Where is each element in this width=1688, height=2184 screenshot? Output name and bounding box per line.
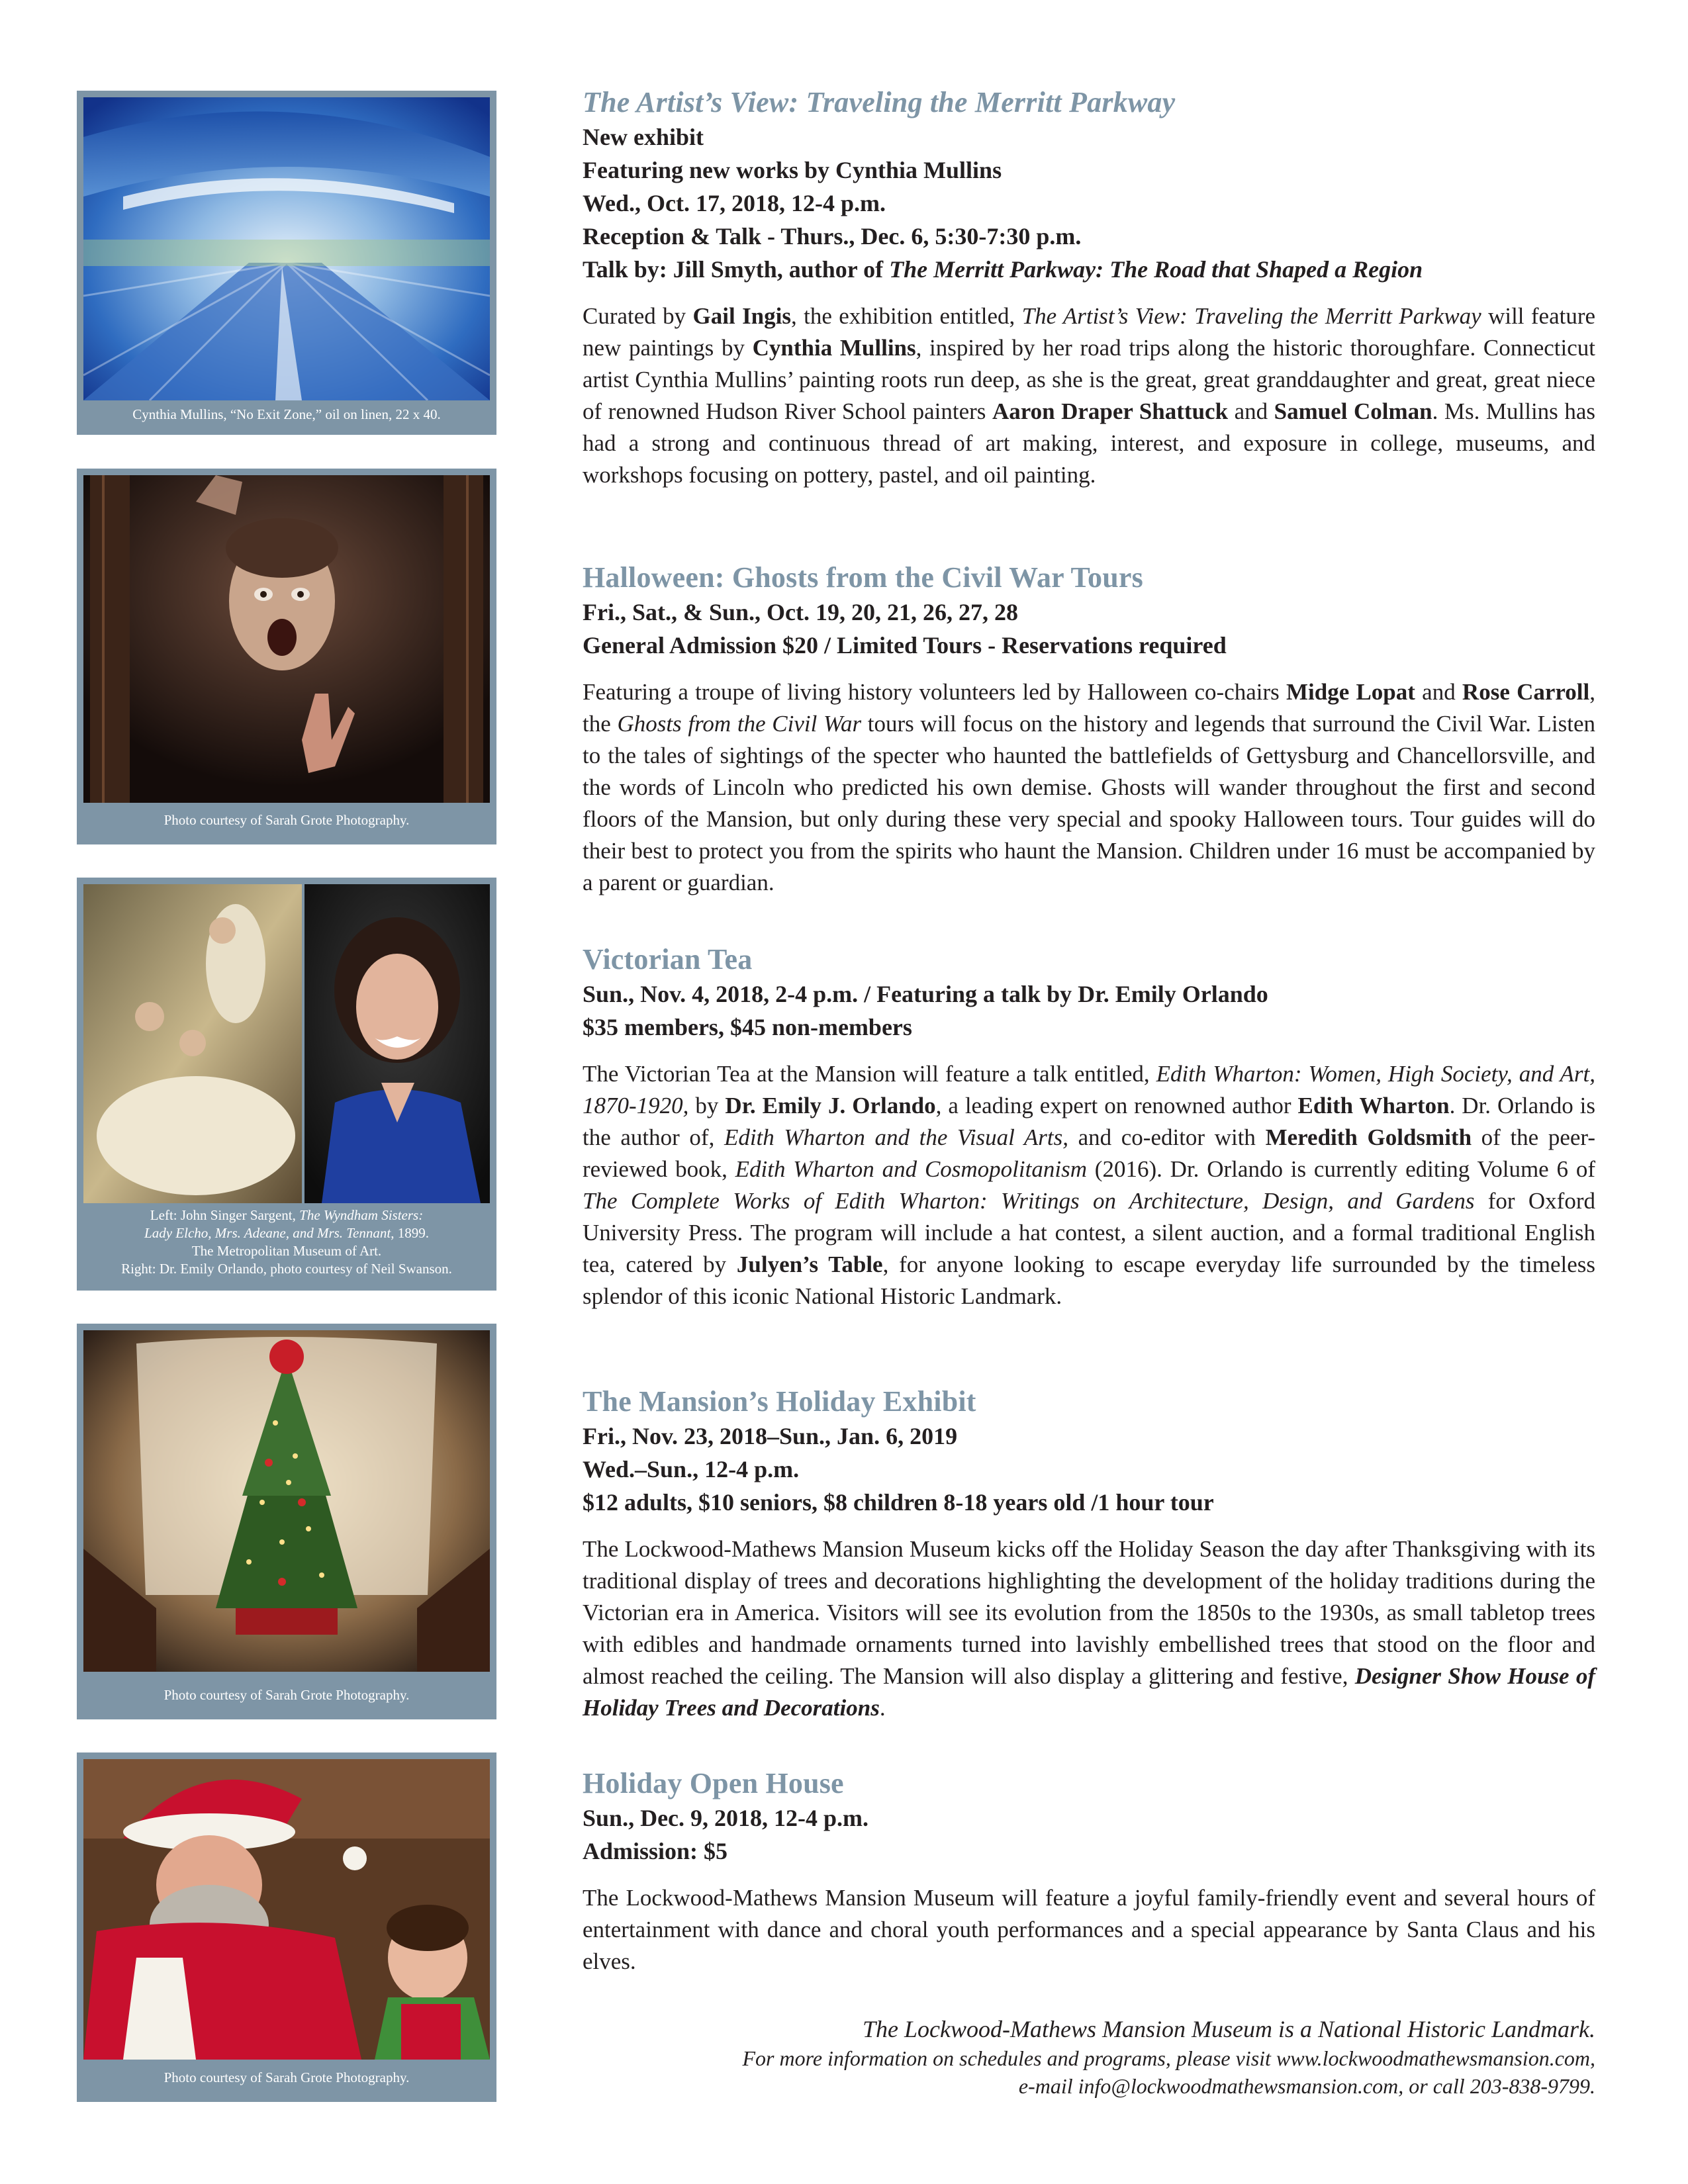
section-body: Curated by Gail Ingis, the exhibition entitled, The Artist’s View: Traveling the Merritt Parkway will feature new paintings by Cynthia Mullins, inspired by her road trips along the historic thoroughfare. Connecticut artist Cynthia Mullins’ painting roots run deep, as she is the great, great granddaughter and great, great niece of renowned Hudson River School painters Aaron Draper Shattuck and Samuel Colman. Ms. Mullins has had a strong and continuous thread of art making, interest, and exposure in college, museums, and workshops focusing on pottery, pastel, and oil painting. <box>583 303 1596 488</box>
section-body: The Lockwood-Mathews Mansion Museum kicks off the Holiday Season the day after Thanksgiving with its traditional display of trees and decorations highlighting the development of the holiday traditions during the Victorian era in America. Visitors will see its evolution from the 1850s to the 1930s, as small tabletop trees with edibles and handmade ornaments turned into lavishly embellished trees that stood on the floor and almost reached the ceiling. The Mansion will also display a glittering and festive, Designer Show House of Holiday Trees and Decorations. <box>583 1536 1595 1721</box>
bold-name: Samuel Colman <box>1274 398 1432 424</box>
footer-website[interactable]: For more information on schedules and programs, please visit www.lockwoodmathewsmansion.com, <box>742 2046 1595 2070</box>
caption-line: The Metropolitan Museum of Art. <box>191 1243 382 1259</box>
italic-title: Edith Wharton and Cosmopolitanism <box>735 1156 1087 1182</box>
italic-title: Edith Wharton and the Visual Arts, <box>724 1124 1068 1150</box>
photo-ghost-tour <box>83 475 490 803</box>
event-admission: General Admission $20 / Limited Tours - Reservations required <box>583 632 1227 659</box>
bold-name: Meredith Goldsmith <box>1265 1124 1472 1150</box>
italic-title: Ghosts from the Civil War <box>617 711 862 737</box>
event-dates: Fri., Sat., & Sun., Oct. 19, 20, 21, 26, 27, 28 <box>583 599 1019 625</box>
bold-italic-title: Designer Show House of Holiday Trees and Decorations <box>583 1663 1595 1721</box>
footer-landmark: The Lockwood-Mathews Mansion Museum is a National Historic Landmark. <box>863 2016 1595 2042</box>
event-admission: Admission: $5 <box>583 1838 728 1864</box>
bold-name: Cynthia Mullins <box>752 335 916 361</box>
event-featuring: Featuring new works by Cynthia Mullins <box>583 157 1002 183</box>
bold-name: Edith Wharton <box>1297 1093 1450 1118</box>
photo-panel-santa <box>77 1752 496 2102</box>
bold-name: Gail Ingis <box>692 303 791 329</box>
bold-name: Julyen’s Table <box>736 1251 883 1277</box>
section-body: The Victorian Tea at the Mansion will feature a talk entitled, Edith Wharton: Women, High Society, and Art, 1870-1920, by Dr. Emily J. Orlando, a leading expert on renowned author Edith Wharton. Dr. Orlando is the author of, Edith Wharton and the Visual Arts, and co-editor with Meredith Goldsmith of the peer-reviewed book, Edith Wharton and Cosmopolitanism (2016). Dr. Orlando is currently editing Volume 6 of The Complete Works of Edith Wharton: Writings on Architecture, Design, and Gardens for Oxford University Press. The program will include a hat contest, a silent auction, and a formal traditional English tea, catered by Julyen’s Table, for anyone looking to escape everyday life surrounded by the timeless splendor of this iconic National Historic Landmark. <box>583 1061 1596 1309</box>
caption-line: Lady Elcho, Mrs. Adeane, and Mrs. Tennant, 1899. <box>144 1225 429 1241</box>
event-date: Wed., Oct. 17, 2018, 12-4 p.m. <box>583 190 886 216</box>
event-price: $12 adults, $10 seniors, $8 children 8-18 years old /1 hour tour <box>583 1489 1214 1516</box>
section-title: Halloween: Ghosts from the Civil War Tours <box>583 561 1143 594</box>
section-title: The Mansion’s Holiday Exhibit <box>583 1385 976 1418</box>
bold-name: Dr. Emily J. Orlando <box>725 1093 936 1118</box>
section-holiday-exhibit <box>583 1385 1595 1724</box>
section-title: Victorian Tea <box>583 943 753 976</box>
event-type: New exhibit <box>583 124 704 150</box>
event-hours: Wed.–Sun., 12-4 p.m. <box>583 1456 800 1482</box>
photo-caption: Cynthia Mullins, “No Exit Zone,” oil on linen, 22 x 40. <box>132 406 441 422</box>
bold-name: Aaron Draper Shattuck <box>992 398 1229 424</box>
italic-title: The Artist’s View: Traveling the Merritt Parkway <box>1021 303 1481 329</box>
photo-panel-holiday-tree <box>77 1324 496 1719</box>
photo-caption: Photo courtesy of Sarah Grote Photography. <box>164 812 410 828</box>
footer <box>583 2014 1595 2100</box>
section-body: The Lockwood-Mathews Mansion Museum will feature a joyful family-friendly event and several hours of entertainment with dance and choral youth performances and a special appearance by Santa Claus and his elves. <box>583 1885 1595 1974</box>
event-dates: Fri., Nov. 23, 2018–Sun., Jan. 6, 2019 <box>583 1423 958 1449</box>
photo-christmas-tree <box>83 1330 490 1672</box>
section-title: The Artist’s View: Traveling the Merritt Parkway <box>583 86 1176 118</box>
caption-line: Left: John Singer Sargent, The Wyndham Sisters: <box>150 1207 424 1223</box>
photo-caption: Photo courtesy of Sarah Grote Photography. <box>164 1687 410 1703</box>
bold-name: Rose Carroll <box>1462 679 1590 705</box>
section-victorian-tea <box>583 943 1595 1312</box>
photo-panel-merritt <box>77 91 496 435</box>
event-reception: Reception & Talk - Thurs., Dec. 6, 5:30-7:30 p.m. <box>583 223 1082 250</box>
photo-panel-tea <box>77 878 496 1291</box>
section-open-house <box>583 1767 1595 1978</box>
footer-contact[interactable]: e-mail info@lockwoodmathewsmansion.com, or call 203-838-9799. <box>1018 2074 1595 2098</box>
section-title: Holiday Open House <box>583 1767 844 1799</box>
italic-title: The Complete Works of Edith Wharton: Writings on Architecture, Design, and Gardens <box>583 1188 1475 1214</box>
painting-no-exit-zone <box>83 97 490 400</box>
photo-caption-tea <box>83 1206 490 1278</box>
photo-sargent-and-orlando <box>83 884 490 1203</box>
caption-line: Right: Dr. Emily Orlando, photo courtesy of Neil Swanson. <box>121 1261 452 1277</box>
event-talk: Talk by: Jill Smyth, author of The Merritt Parkway: The Road that Shaped a Region <box>583 256 1423 283</box>
photo-caption: Photo courtesy of Sarah Grote Photography. <box>164 2070 410 2085</box>
section-body: Featuring a troupe of living history volunteers led by Halloween co-chairs Midge Lopat and Rose Carroll, the Ghosts from the Civil War tours will focus on the history and legends that surround the Civil War. Listen to the tales of sightings of the specter who haunted the battlefields of Gettysburg and Chancellorsville, and the words of Lincoln who predicted his own demise. Ghosts will wander throughout the first and second floors of the Mansion, but only during these very special and spooky Halloween tours. Tour guides will do their best to protect you from the spirits who haunt the Mansion. Children under 16 must be accompanied by a parent or guardian. <box>583 679 1595 895</box>
photo-santa-claus <box>83 1759 490 2060</box>
event-date: Sun., Dec. 9, 2018, 12-4 p.m. <box>583 1805 869 1831</box>
photo-panel-ghost <box>77 469 496 844</box>
event-date: Sun., Nov. 4, 2018, 2-4 p.m. / Featuring a talk by Dr. Emily Orlando <box>583 981 1268 1007</box>
bold-name: Midge Lopat <box>1286 679 1415 705</box>
italic-title: Edith Wharton: Women, High Society, and Art, 1870-1920, <box>583 1061 1595 1118</box>
section-halloween <box>583 561 1595 899</box>
event-price: $35 members, $45 non-members <box>583 1014 912 1040</box>
section-artist-view <box>583 86 1595 491</box>
